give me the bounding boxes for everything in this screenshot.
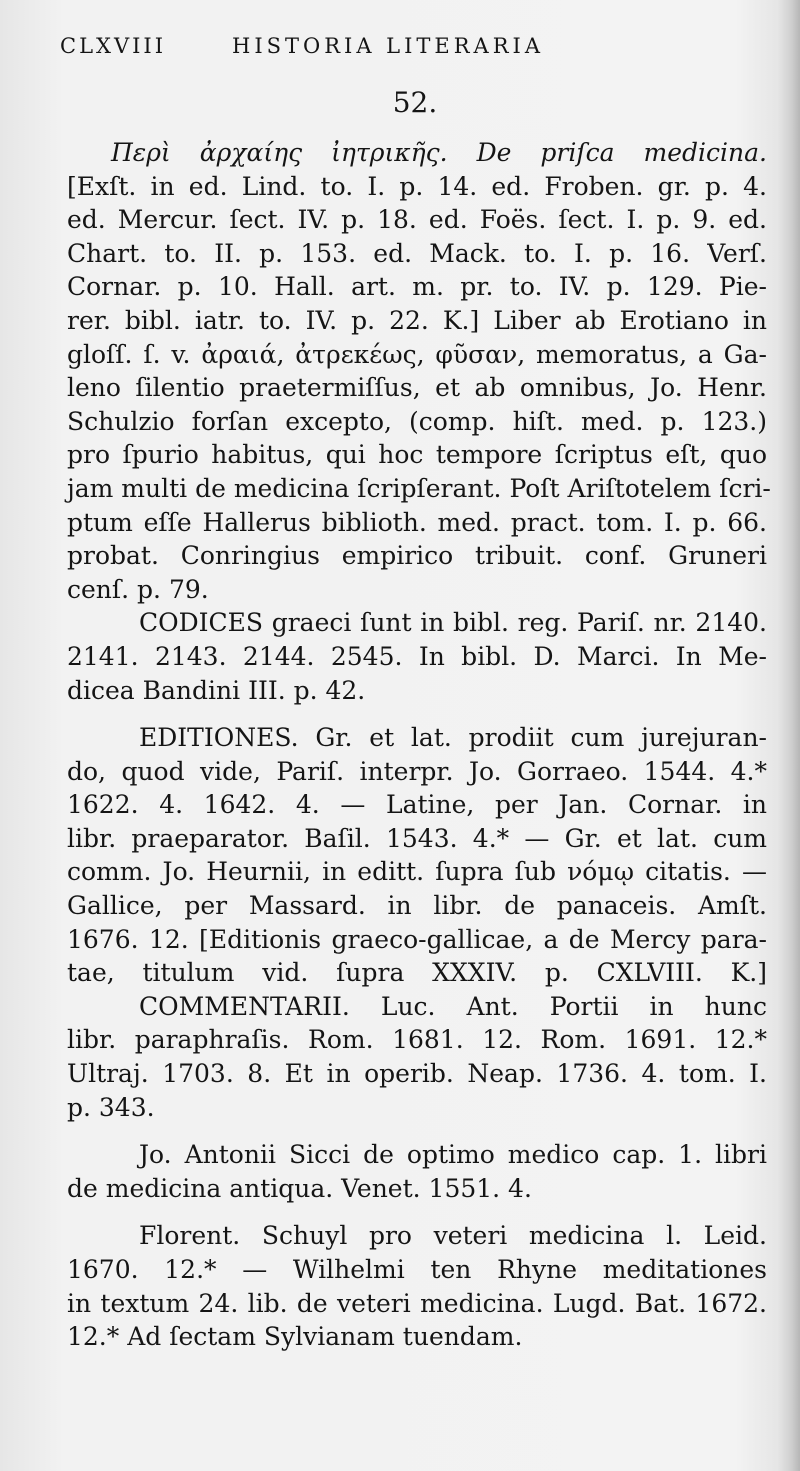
text-line: 2141. 2143. 2144. 2545. In bibl. D. Marci. In Me- xyxy=(67,641,767,671)
text-line: cenſ. p. 79. xyxy=(67,574,209,604)
text-line: 1670. 12.* — Wilhelmi ten Rhyne meditationes xyxy=(67,1255,767,1284)
text-line: Περὶ ἀρχαίης ἰητρικῆς. De priſca medicina. xyxy=(111,138,767,167)
text-line: Chart. to. II. p. 153. ed. Mack. to. I. p. 16. Verſ. xyxy=(67,238,767,268)
text-line: libr. praeparator. Baſil. 1543. 4.* — Gr. et lat. cum xyxy=(67,823,767,853)
running-title: HISTORIA LITERARIA xyxy=(232,34,544,58)
text-line: Gallice, per Massard. in libr. de panaceis. Amſt. xyxy=(67,891,767,921)
text-line: tae, titulum vid. ſupra XXXIV. p. CXLVIII. K.] xyxy=(67,958,767,988)
text-line: jam multi de medicina ſcripſerant. Poſt Ariſtotelem ſcri- xyxy=(67,473,771,503)
text-line: 12.* Ad ſectam Sylvianam tuendam. xyxy=(67,1322,523,1352)
text-line: CODICES graeci ſunt in bibl. reg. Pariſ. nr. 2140. xyxy=(139,608,767,638)
text-line: [Exſt. in ed. Lind. to. I. p. 14. ed. Froben. gr. p. 4. xyxy=(67,171,767,201)
text-line: Florent. Schuyl pro veteri medicina l. Leid. xyxy=(139,1221,767,1251)
text-line: Schulzio forſan excepto, (comp. hiſt. med. p. 123.) xyxy=(67,406,767,436)
text-line: gloſſ. ſ. v. ἀραιά, ἀτρεκέως, φῦσαν, memoratus, a Ga- xyxy=(67,339,767,369)
text-line: leno ſilentio praetermiſſus, et ab omnibus, Jo. Henr. xyxy=(67,373,767,403)
page-folio: CLXVIII xyxy=(60,34,167,58)
text-line: COMMENTARII. Luc. Ant. Portii in hunc xyxy=(139,991,767,1021)
text-line: in textum 24. lib. de veteri medicina. Lugd. Bat. 1672. xyxy=(67,1288,767,1318)
text-line: do, quod vide, Pariſ. interpr. Jo. Gorraeo. 1544. 4.* xyxy=(67,756,767,786)
text-line: ptum eſſe Hallerus biblioth. med. pract. tom. I. p. 66. xyxy=(67,507,767,537)
text-line: 1676. 12. [Editionis graeco-gallicae, a de Mercy para- xyxy=(67,924,767,954)
text-line: Ultraj. 1703. 8. Et in operib. Neap. 1736. 4. tom. I. xyxy=(67,1059,767,1089)
text-line: ed. Mercur. ſect. IV. p. 18. ed. Foës. ſect. I. p. 9. ed. xyxy=(67,205,767,235)
text-line: 1622. 4. 1642. 4. — Latine, per Jan. Cornar. in xyxy=(67,790,767,820)
body-text xyxy=(67,136,771,1354)
text-line: probat. Conringius empirico tribuit. conf. Gruneri xyxy=(67,541,767,571)
text-line: pro ſpurio habitus, qui hoc tempore ſcriptus eſt, quo xyxy=(67,440,767,470)
text-line: EDITIONES. Gr. et lat. prodiit cum jurejuran- xyxy=(139,723,767,753)
text-line: dicea Bandini III. p. 42. xyxy=(67,675,366,705)
text-line: rer. bibl. iatr. to. IV. p. 22. K.] Liber ab Erotiano in xyxy=(67,305,767,335)
section-number: 52. xyxy=(392,86,438,119)
text-line: comm. Jo. Heurnii, in editt. ſupra ſub νόμῳ citatis. — xyxy=(67,857,767,887)
text-line: Jo. Antonii Sicci de optimo medico cap. 1. libri xyxy=(139,1140,767,1170)
text-line: p. 343. xyxy=(67,1092,155,1122)
text-line: Cornar. p. 10. Hall. art. m. pr. to. IV. p. 129. Pie- xyxy=(67,272,767,302)
page-edge-shadow xyxy=(778,0,800,1471)
running-header xyxy=(60,34,760,64)
text-line: libr. paraphraſis. Rom. 1681. 12. Rom. 1691. 12.* xyxy=(67,1025,767,1055)
text-line: de medicina antiqua. Venet. 1551. 4. xyxy=(67,1173,532,1203)
